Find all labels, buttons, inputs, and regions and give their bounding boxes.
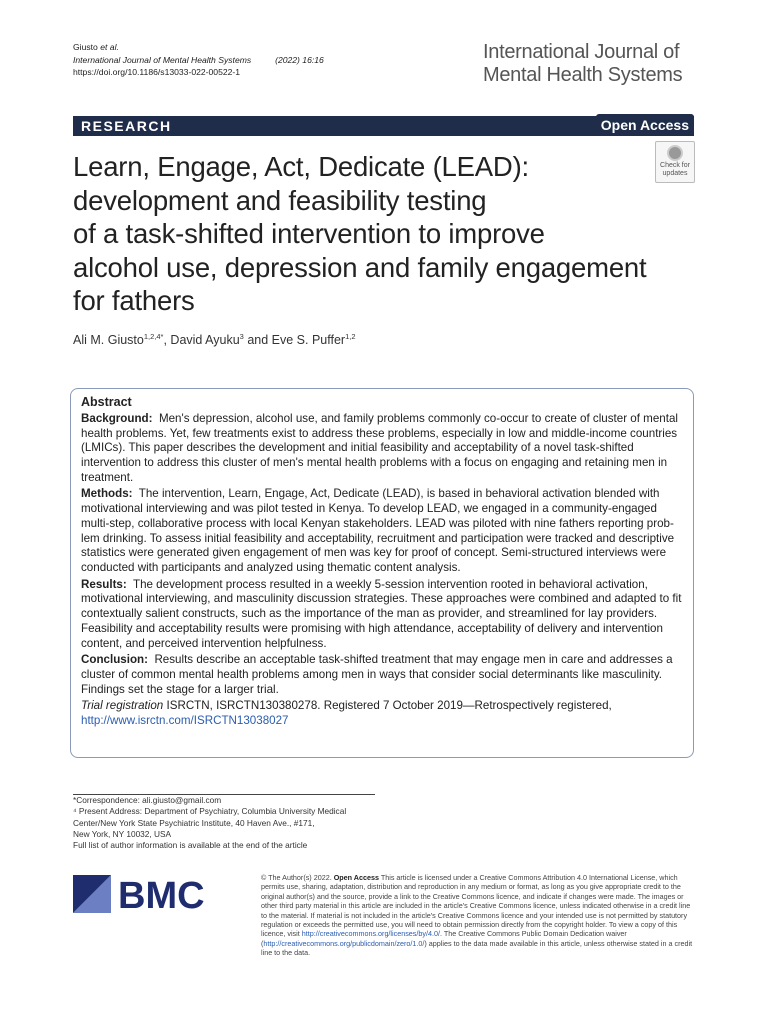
abstract-methods bbox=[81, 487, 683, 576]
article-title bbox=[73, 150, 703, 318]
title-line: of a task-shifted intervention to improve bbox=[73, 218, 545, 249]
trial-registration-link[interactable]: http://www.isrctn.com/ISRCTN13038027 bbox=[81, 713, 289, 727]
address-note: Center/New York State Psychiatric Institute, 40 Haven Ave., #171, bbox=[73, 817, 315, 828]
et-al: et al. bbox=[100, 42, 119, 52]
bmc-logo-text: BMC bbox=[118, 875, 205, 913]
author-affil: 1,2,4* bbox=[143, 332, 164, 341]
abstract-heading: Abstract bbox=[81, 395, 132, 409]
abstract-results bbox=[81, 578, 683, 652]
doi-link[interactable]: https://doi.org/10.1186/s13033-022-00522-1 bbox=[73, 67, 241, 77]
license-body3: ) applies to the data made available in this article, unless otherwise stated in a credit line to the data. bbox=[261, 938, 693, 958]
author-name[interactable]: , David Ayuku bbox=[163, 333, 240, 348]
abstract-trial bbox=[81, 699, 683, 729]
open-access-badge: Open Access bbox=[596, 114, 694, 136]
conclusion-text: Results describe an acceptable task-shifted treatment that may engage men in care and addresses a cluster of common mental health problems among men in ways that consider social determinants like masculinity. Findings set the stage for a larger trial. bbox=[81, 653, 673, 696]
author-info-note: Full list of author information is available at the end of the article bbox=[73, 840, 308, 851]
title-line: Learn, Engage, Act, Dedicate (LEAD): bbox=[73, 151, 529, 182]
journal-name-line1: International Journal of bbox=[483, 41, 680, 63]
footnotes bbox=[73, 795, 393, 851]
results-label: Results: bbox=[81, 577, 127, 591]
check-updates-line2: updates bbox=[662, 170, 688, 177]
section-label: RESEARCH bbox=[81, 118, 172, 134]
methods-label: Methods: bbox=[81, 487, 133, 501]
author-name[interactable]: Ali M. Giusto bbox=[73, 333, 144, 348]
license-text bbox=[261, 873, 693, 958]
license-oa: Open Access bbox=[333, 873, 379, 882]
author-affil: 3 bbox=[239, 332, 244, 341]
journal-name-line2: Mental Health Systems bbox=[483, 64, 683, 86]
license-prefix: © The Author(s) 2022. bbox=[261, 873, 334, 882]
methods-text: The intervention, Learn, Engage, Act, Dedicate (LEAD), is based in behavioral activation blended with motivational interviewing and was pilot tested in Kenya. To develop LEAD, we engaged in a community-engaged multi-step, collaborative process with local Kenyan stakeholders. LEAD was piloted with nine fathers reporting problem drinking. To assess initial feasibility and acceptability, recruitment and participation were tracked and descriptive statistics were generated given engagement of men was key for proof of concept. Semi-structured interviews were conducted with participants and analyzed using thematic content analysis. bbox=[81, 487, 675, 575]
conclusion-label: Conclusion: bbox=[81, 653, 148, 667]
background-text: Men's depression, alcohol use, and family problems commonly co-occur to create of cluster of mental health problems. Yet, few treatments exist to address these problems, especially in low and middle-income countries (LMICs). This paper describes the development and initial feasibility and acceptability of a novel task-shifted intervention to address this cluster of men's mental health problems with a focus on engaging and retaining men in treatment. bbox=[81, 411, 678, 484]
license-body1: This article is licensed under a Creative Commons Attribution 4.0 International License, which permits use, sharing, adaptation, distribution and reproduction in any medium or format, as long as you give appropriate credit to the original author(s) and the source, provide a link to the Creative Commons licence, and indicate if changes were made. The images or other third party material in this article are included in the article's Creative Commons licence, unless indicated otherwise in a credit line to the material. If material is not included in the article's Creative Commons licence and your intended use is not permitted by statutory regulation or exceeds the permitted use, you will need to obtain permission directly from the copyright holder. To view a copy of this licence, visit bbox=[261, 873, 691, 939]
author-name[interactable]: and Eve S. Puffer bbox=[243, 333, 346, 348]
trial-label: Trial registration bbox=[81, 698, 164, 712]
abstract-box bbox=[70, 388, 694, 758]
check-updates-line1: Check for bbox=[660, 162, 690, 169]
address-note: ⁴ Present Address: Department of Psychiatry, Columbia University Medical bbox=[73, 806, 347, 817]
title-line: alcohol use, depression and family engagement bbox=[73, 251, 647, 283]
bmc-logo-icon bbox=[73, 873, 218, 913]
address-note: New York, NY 10032, USA bbox=[73, 828, 172, 839]
results-text: The development process resulted in a weekly 5-session intervention rooted in behavioral activation, motivational interviewing, and masculinity discussion strategies. These approaches were combined and adapted to fit contextually salient constructs, such as the importance of the man as provider, and streamlined for lay providers. Feasibility and acceptability results were promising with high attendance, acceptability of delivery and intervention content, and perceived intervention helpfulness. bbox=[81, 577, 682, 650]
title-line: development and feasibility testing bbox=[73, 184, 487, 216]
cc-by-link[interactable]: http://creativecommons.org/licenses/by/4.0/ bbox=[301, 929, 440, 939]
abstract-background bbox=[81, 412, 683, 486]
background-label: Background: bbox=[81, 411, 153, 425]
bmc-logo bbox=[73, 873, 218, 913]
abstract-conclusion bbox=[81, 653, 683, 697]
cc-zero-link[interactable]: http://creativecommons.org/publicdomain/zero/1.0/ bbox=[263, 938, 425, 948]
license-body2: . The Creative Commons Public Domain Dedication waiver ( bbox=[261, 929, 627, 948]
title-line: for fathers bbox=[73, 285, 195, 316]
author-list bbox=[73, 332, 356, 347]
author-affil: 1,2 bbox=[345, 332, 356, 341]
article-header-meta bbox=[73, 41, 324, 79]
journal-italic: International Journal of Mental Health Systems bbox=[73, 54, 252, 65]
author-short: Giusto bbox=[73, 42, 98, 52]
trial-text: ISRCTN, ISRCTN130380278. Registered 7 October 2019—Retrospectively registered, bbox=[163, 698, 612, 712]
journal-name bbox=[483, 41, 693, 87]
volume: (2022) 16:16 bbox=[275, 54, 324, 65]
correspondence-note[interactable]: *Correspondence: ali.giusto@gmail.com bbox=[73, 795, 222, 805]
